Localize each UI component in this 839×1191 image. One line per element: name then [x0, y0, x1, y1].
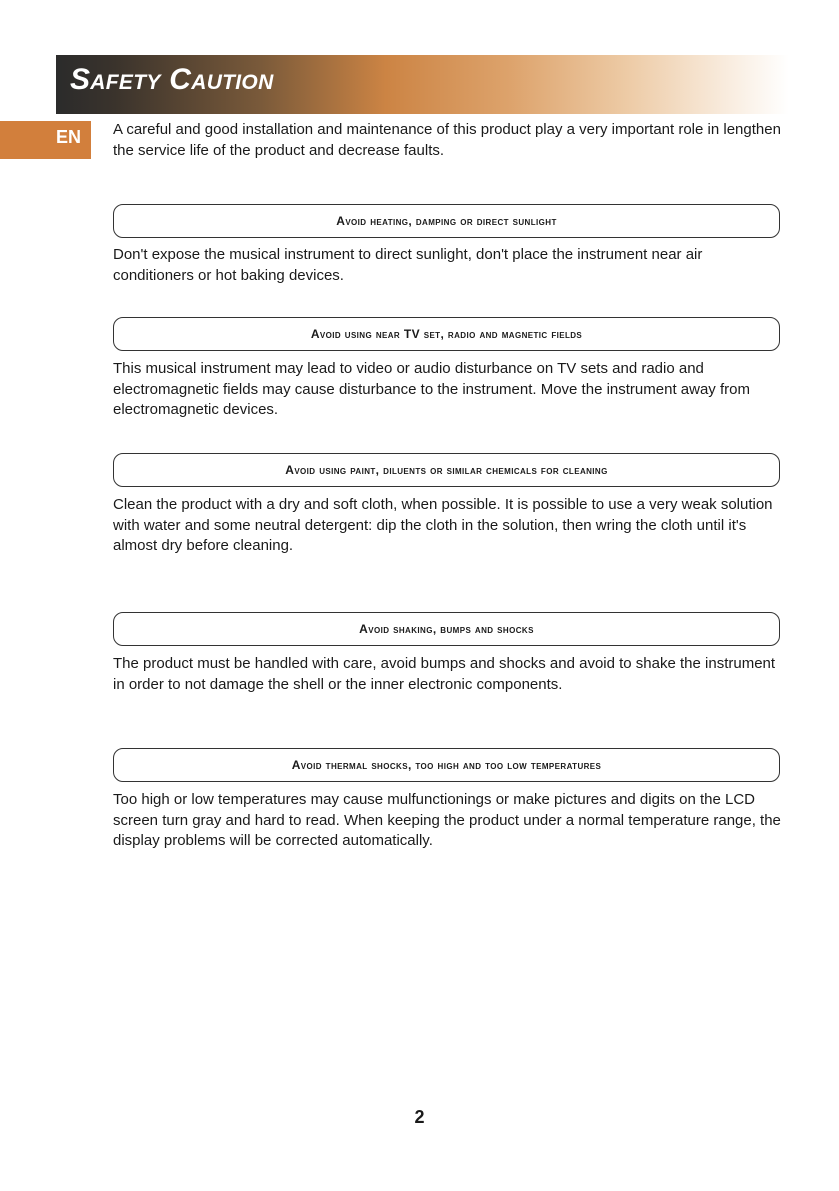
- section-body-shocks: The product must be handled with care, avoid bumps and shocks and avoid to shake the instrument in order to not damage the shell or the inner electronic components.: [113, 655, 776, 693]
- header-banner: [56, 55, 789, 114]
- page-number: 2: [414, 1107, 425, 1127]
- section-body-cleaning: Clean the product with a dry and soft cloth, when possible. It is possible to use a very weak solution with water and some neutral detergent: dip the cloth in the solution, then wring the cloth until it's almost dry before cleaning.: [113, 496, 773, 554]
- section-heading-sunlight: Avoid heating, damping or direct sunlight: [113, 204, 780, 238]
- section-body-sunlight: Don't expose the musical instrument to direct sunlight, don't place the instrument near air conditioners or hot baking devices.: [113, 246, 703, 284]
- section-body-temperature: Too high or low temperatures may cause mulfunctionings or make pictures and digits on the LCD screen turn gray and hard to read. When keeping the product under a normal temperature range, the display problems will be corrected automatically.: [113, 791, 781, 849]
- section-body-magnetic: This musical instrument may lead to video or audio disturbance on TV sets and radio and electromagnetic fields may cause disturbance to the instrument. Move the instrument away from electromagnetic devices.: [113, 360, 750, 418]
- language-tab: EN: [0, 121, 91, 159]
- section-heading-temperature: Avoid thermal shocks, too high and too low temperatures: [113, 748, 780, 782]
- intro-paragraph: A careful and good installation and maintenance of this product play a very important role in lengthen the service life of the product and decrease faults.: [113, 121, 781, 159]
- section-heading-magnetic: Avoid using near TV set, radio and magnetic fields: [113, 317, 780, 351]
- section-heading-shocks: Avoid shaking, bumps and shocks: [113, 612, 780, 646]
- section-heading-cleaning: Avoid using paint, diluents or similar chemicals for cleaning: [113, 453, 780, 487]
- page-title: Safety Caution: [70, 63, 274, 96]
